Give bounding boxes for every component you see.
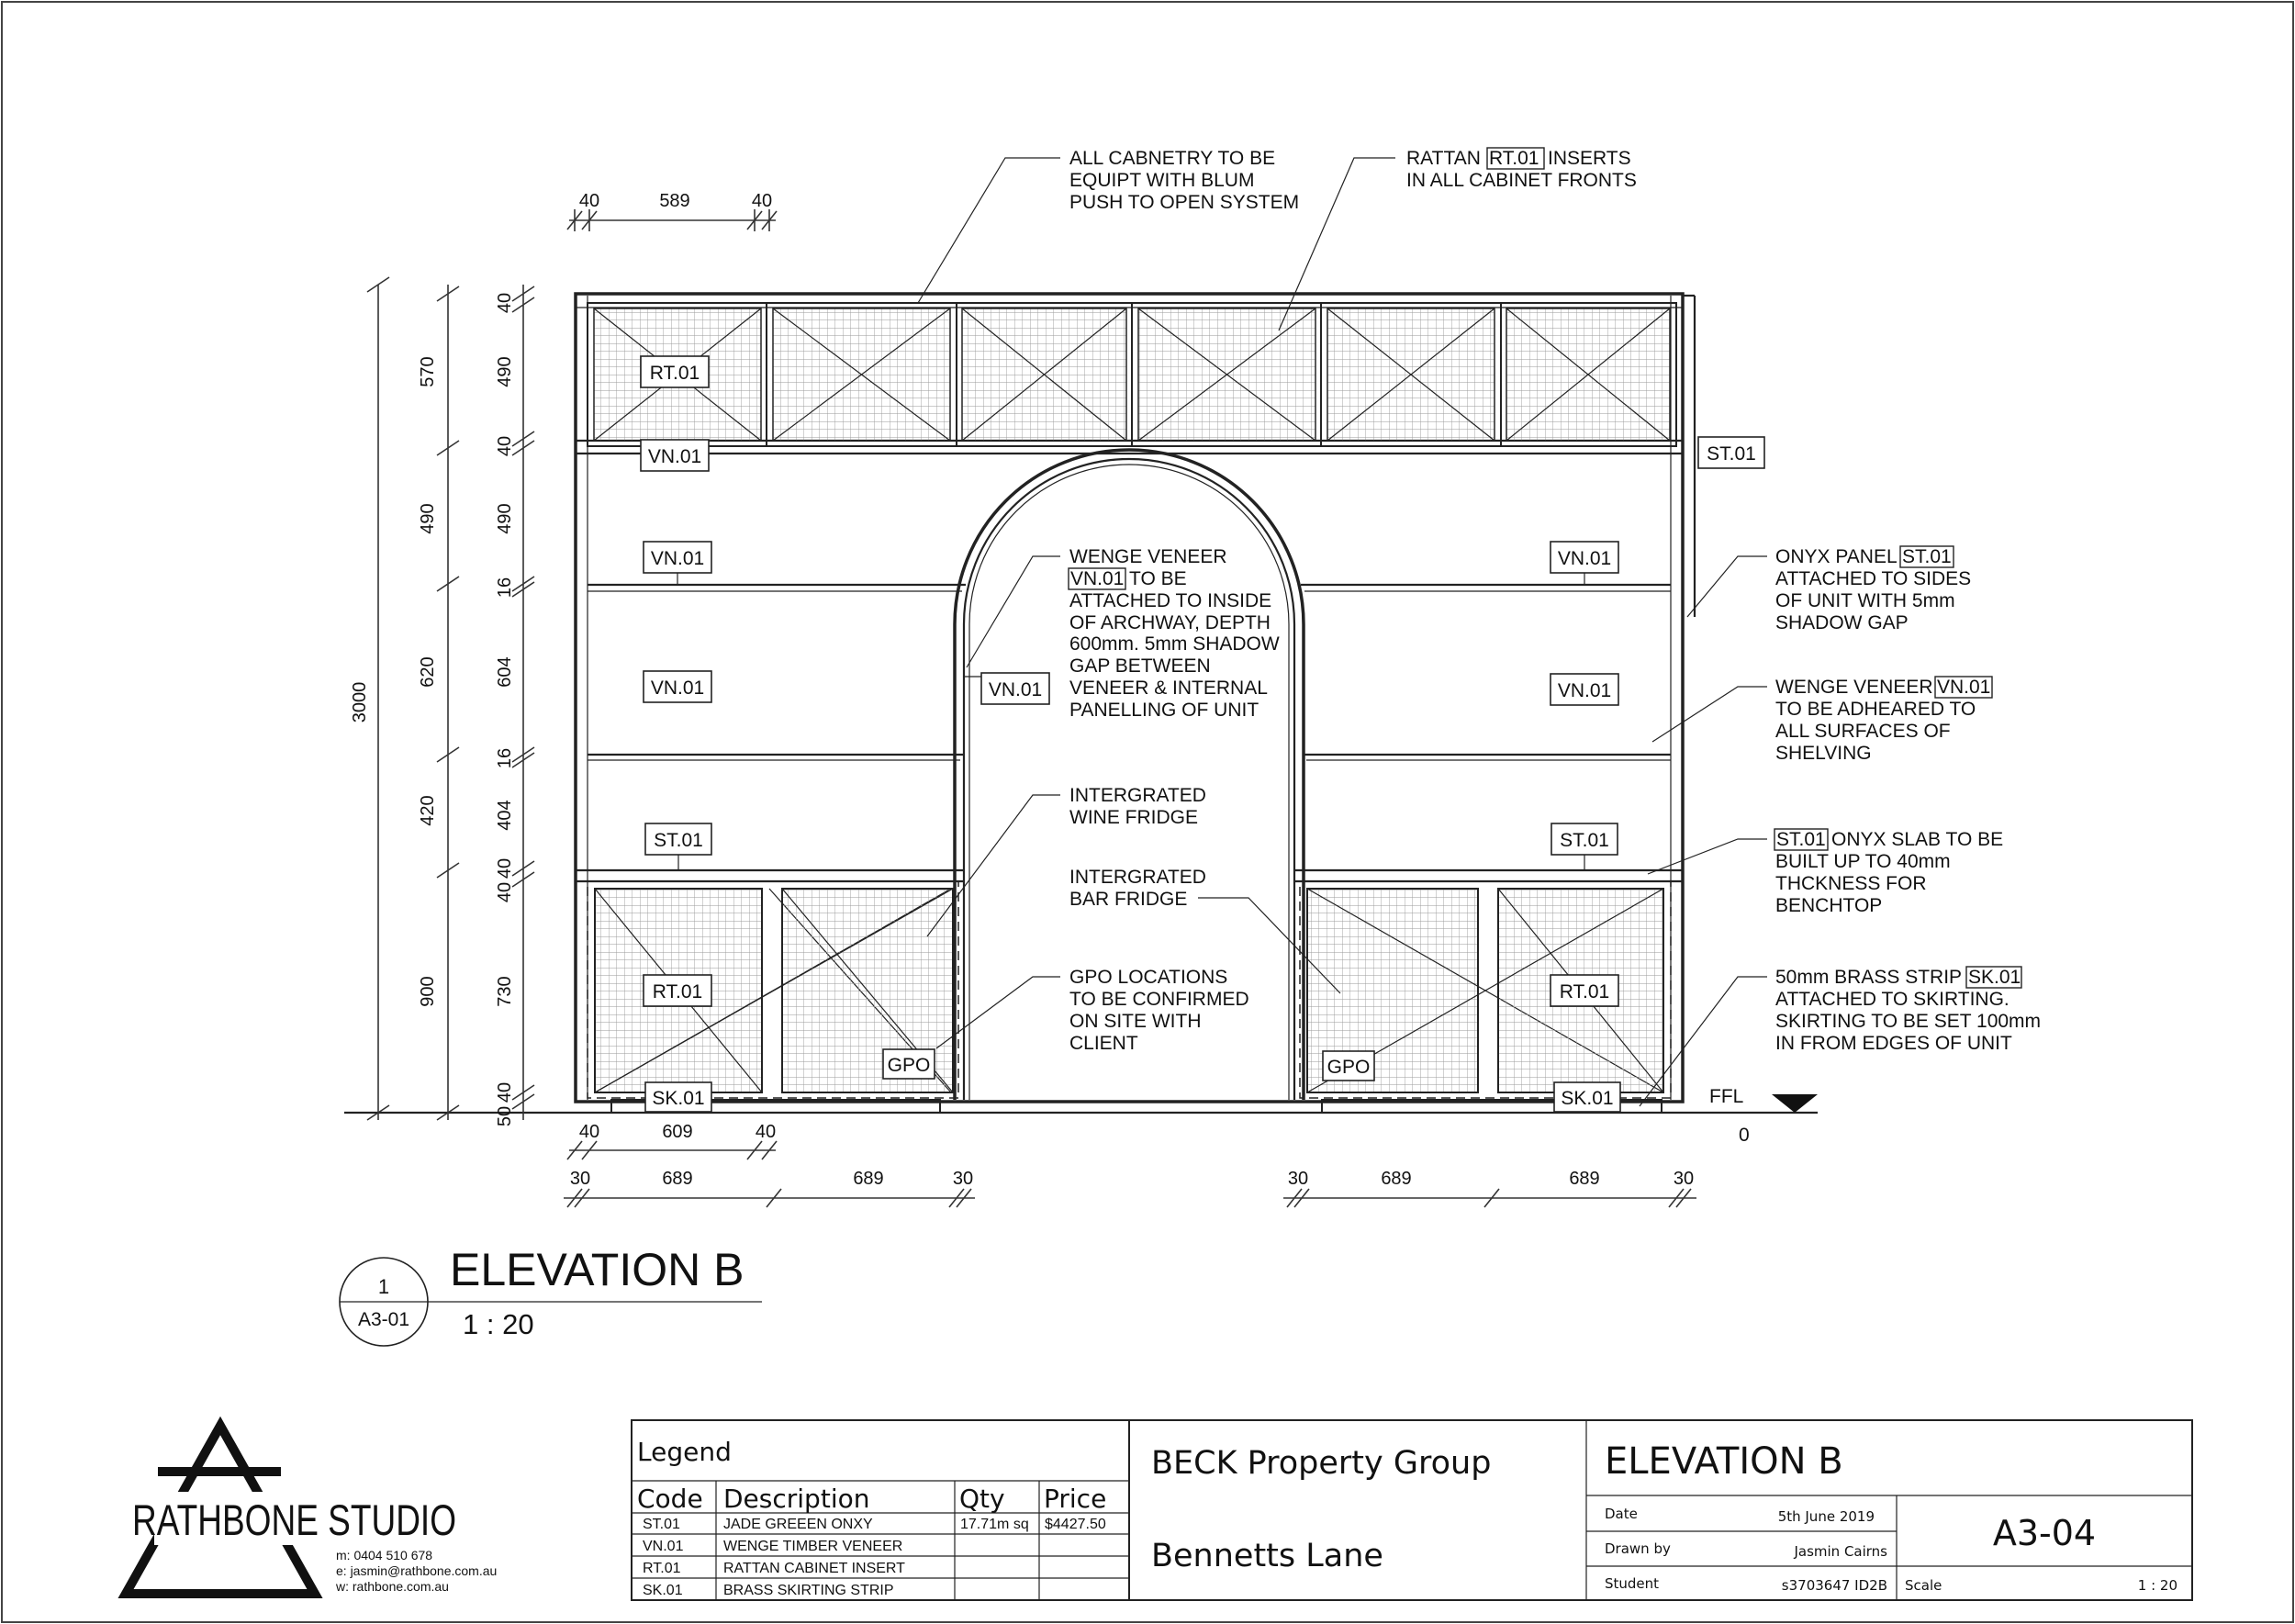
svg-text:1 : 20: 1 : 20: [2137, 1577, 2177, 1594]
svg-text:ST.01: ST.01: [1902, 546, 1952, 567]
svg-text:3000: 3000: [350, 681, 370, 723]
svg-text:404: 404: [495, 800, 515, 831]
svg-text:ATTACHED TO INSIDE: ATTACHED TO INSIDE: [1069, 590, 1272, 611]
svg-text:RT.01: RT.01: [643, 1561, 681, 1576]
svg-text:RT.01: RT.01: [652, 981, 703, 1002]
svg-text:50mm BRASS STRIP: 50mm BRASS STRIP: [1775, 967, 1963, 988]
ffl-level: 0: [1739, 1125, 1750, 1146]
svg-text:ALL CABNETRY TO BE: ALL CABNETRY TO BE: [1069, 148, 1276, 169]
svg-text:IN ALL CABINET FRONTS: IN ALL CABINET FRONTS: [1406, 170, 1637, 191]
svg-text:1: 1: [377, 1275, 390, 1298]
svg-text:WINE FRIDGE: WINE FRIDGE: [1069, 807, 1198, 828]
svg-text:VN.01: VN.01: [1070, 568, 1125, 589]
svg-text:SK.01: SK.01: [1561, 1088, 1614, 1109]
svg-text:Jasmin Cairns: Jasmin Cairns: [1794, 1543, 1887, 1560]
svg-text:Date: Date: [1605, 1506, 1638, 1522]
svg-text:ST.01: ST.01: [1707, 443, 1756, 465]
ffl-label: FFL: [1709, 1086, 1744, 1107]
svg-text:ST.01: ST.01: [1560, 830, 1609, 851]
svg-text:VN.01: VN.01: [1557, 548, 1612, 569]
svg-text:ALL SURFACES OF: ALL SURFACES OF: [1775, 721, 1951, 742]
svg-text:900: 900: [418, 976, 438, 1007]
svg-text:BAR FRIDGE: BAR FRIDGE: [1069, 889, 1188, 910]
svg-text:40: 40: [751, 191, 773, 211]
svg-text:WENGE VENEER: WENGE VENEER: [1069, 546, 1227, 567]
svg-text:50: 50: [495, 1105, 515, 1127]
svg-text:TO BE ADHEARED TO: TO BE ADHEARED TO: [1775, 699, 1976, 720]
svg-text:ON SITE WITH: ON SITE WITH: [1069, 1011, 1202, 1032]
svg-text:PUSH TO OPEN SYSTEM: PUSH TO OPEN SYSTEM: [1069, 192, 1300, 213]
svg-text:30: 30: [952, 1169, 974, 1189]
drawing-title-text: ELEVATION B: [450, 1244, 744, 1295]
svg-text:ST.01: ST.01: [643, 1517, 680, 1532]
svg-text:EQUIPT WITH BLUM: EQUIPT WITH BLUM: [1069, 170, 1255, 191]
svg-text:40: 40: [495, 435, 515, 457]
studio-logo: [126, 1426, 497, 1594]
svg-text:40: 40: [495, 292, 515, 314]
project-name: Bennetts Lane: [1151, 1538, 1383, 1574]
svg-text:689: 689: [1381, 1169, 1412, 1189]
svg-text:BENCHTOP: BENCHTOP: [1775, 895, 1883, 916]
drawing-title: [340, 1244, 762, 1346]
svg-text:w: rathbone.com.au: w: rathbone.com.au: [336, 1579, 449, 1594]
svg-text:689: 689: [853, 1169, 884, 1189]
title-block: [1129, 1420, 2192, 1600]
svg-text:SHADOW GAP: SHADOW GAP: [1775, 612, 1909, 633]
svg-text:VENEER & INTERNAL: VENEER & INTERNAL: [1069, 678, 1268, 699]
svg-text:s3703647 ID2B: s3703647 ID2B: [1781, 1577, 1887, 1594]
svg-text:TO BE: TO BE: [1129, 568, 1187, 589]
svg-text:490: 490: [495, 356, 515, 387]
svg-text:VN.01: VN.01: [643, 1539, 684, 1554]
svg-text:SK.01: SK.01: [1968, 967, 2021, 988]
svg-text:BRASS SKIRTING STRIP: BRASS SKIRTING STRIP: [723, 1583, 894, 1598]
svg-text:570: 570: [418, 356, 438, 387]
sheet-number: A3-04: [1992, 1513, 2097, 1553]
svg-text:40: 40: [495, 1081, 515, 1103]
svg-text:40: 40: [495, 857, 515, 879]
svg-text:ONYX SLAB TO BE: ONYX SLAB TO BE: [1831, 829, 2004, 850]
svg-text:40: 40: [755, 1122, 777, 1142]
svg-text:Description: Description: [723, 1484, 870, 1514]
svg-text:ST.01: ST.01: [1776, 829, 1826, 850]
legend-table: [632, 1420, 1129, 1600]
svg-text:VN.01: VN.01: [988, 679, 1043, 700]
client-name: BECK Property Group: [1151, 1445, 1492, 1482]
svg-text:490: 490: [495, 503, 515, 534]
svg-text:TO BE CONFIRMED: TO BE CONFIRMED: [1069, 989, 1249, 1010]
svg-text:VN.01: VN.01: [650, 548, 705, 569]
svg-text:RT.01: RT.01: [1559, 981, 1610, 1002]
svg-text:ATTACHED TO SKIRTING.: ATTACHED TO SKIRTING.: [1775, 989, 2010, 1010]
svg-text:SHELVING: SHELVING: [1775, 743, 1872, 764]
svg-text:OF ARCHWAY, DEPTH: OF ARCHWAY, DEPTH: [1069, 612, 1271, 633]
svg-text:589: 589: [659, 191, 690, 211]
svg-text:620: 620: [418, 656, 438, 688]
svg-text:GPO: GPO: [1327, 1057, 1371, 1078]
svg-text:BUILT UP TO 40mm: BUILT UP TO 40mm: [1775, 851, 1951, 872]
svg-text:VN.01: VN.01: [647, 446, 702, 467]
drawing-scale: 1 : 20: [463, 1308, 534, 1340]
svg-text:689: 689: [1569, 1169, 1600, 1189]
svg-text:VN.01: VN.01: [1937, 677, 1991, 698]
svg-text:CLIENT: CLIENT: [1069, 1033, 1138, 1054]
svg-text:WENGE VENEER: WENGE VENEER: [1775, 677, 1933, 698]
svg-text:GPO LOCATIONS: GPO LOCATIONS: [1069, 967, 1228, 988]
svg-text:30: 30: [1287, 1169, 1309, 1189]
svg-text:ONYX PANEL: ONYX PANEL: [1775, 546, 1898, 567]
svg-text:730: 730: [495, 976, 515, 1007]
svg-text:SK.01: SK.01: [643, 1583, 683, 1598]
svg-text:e: jasmin@rathbone.com.au: e: jasmin@rathbone.com.au: [336, 1563, 498, 1578]
svg-text:RATHBONE STUDIO: RATHBONE STUDIO: [132, 1495, 456, 1544]
svg-text:VN.01: VN.01: [1557, 680, 1612, 701]
svg-text:SK.01: SK.01: [652, 1088, 705, 1109]
svg-text:600mm. 5mm SHADOW: 600mm. 5mm SHADOW: [1069, 633, 1280, 655]
ffl-marker-icon: [1772, 1094, 1818, 1113]
svg-text:GAP BETWEEN: GAP BETWEEN: [1069, 655, 1211, 677]
svg-text:490: 490: [418, 503, 438, 534]
svg-text:ST.01: ST.01: [654, 830, 703, 851]
svg-text:40: 40: [495, 881, 515, 903]
svg-text:17.71m sq: 17.71m sq: [960, 1517, 1029, 1532]
upper-cabinet-doors: [588, 303, 1676, 446]
svg-text:30: 30: [569, 1169, 591, 1189]
svg-text:PANELLING OF UNIT: PANELLING OF UNIT: [1069, 700, 1259, 721]
svg-text:THCKNESS FOR: THCKNESS FOR: [1775, 873, 1927, 894]
svg-text:420: 420: [418, 795, 438, 826]
svg-text:m: 0404 510 678: m: 0404 510 678: [336, 1548, 433, 1562]
svg-text:INTERGRATED: INTERGRATED: [1069, 867, 1206, 888]
svg-text:Drawn by: Drawn by: [1605, 1540, 1671, 1557]
svg-text:Code: Code: [637, 1484, 703, 1514]
svg-text:INSERTS: INSERTS: [1548, 148, 1631, 169]
svg-text:GPO: GPO: [887, 1055, 931, 1076]
sheet-title: ELEVATION B: [1605, 1440, 1843, 1483]
svg-text:30: 30: [1673, 1169, 1695, 1189]
svg-text:WENGE TIMBER VENEER: WENGE TIMBER VENEER: [723, 1539, 903, 1554]
svg-text:689: 689: [662, 1169, 693, 1189]
svg-text:IN FROM EDGES OF UNIT: IN FROM EDGES OF UNIT: [1775, 1033, 2012, 1054]
svg-text:RATTAN CABINET INSERT: RATTAN CABINET INSERT: [723, 1561, 905, 1576]
svg-text:INTERGRATED: INTERGRATED: [1069, 785, 1206, 806]
svg-text:RATTAN: RATTAN: [1406, 148, 1481, 169]
svg-text:40: 40: [578, 1122, 600, 1142]
svg-text:16: 16: [495, 577, 515, 599]
svg-text:16: 16: [495, 747, 515, 769]
svg-text:ATTACHED TO SIDES: ATTACHED TO SIDES: [1775, 568, 1972, 589]
svg-text:$4427.50: $4427.50: [1045, 1517, 1106, 1532]
svg-text:40: 40: [578, 191, 600, 211]
svg-text:Scale: Scale: [1905, 1577, 1942, 1594]
svg-text:RT.01: RT.01: [649, 363, 700, 384]
svg-text:Price: Price: [1044, 1484, 1107, 1514]
svg-text:A3-01: A3-01: [357, 1309, 410, 1330]
svg-text:RT.01: RT.01: [1489, 148, 1539, 169]
svg-text:Qty: Qty: [959, 1484, 1005, 1514]
svg-text:SKIRTING TO BE SET 100mm: SKIRTING TO BE SET 100mm: [1775, 1011, 2042, 1032]
svg-text:Legend: Legend: [637, 1437, 732, 1467]
svg-text:Student: Student: [1605, 1575, 1660, 1592]
svg-text:JADE GREEEN ONXY: JADE GREEEN ONXY: [723, 1517, 873, 1532]
svg-text:OF UNIT WITH 5mm: OF UNIT WITH 5mm: [1775, 590, 1955, 611]
svg-text:VN.01: VN.01: [650, 678, 705, 699]
svg-text:604: 604: [495, 656, 515, 688]
svg-text:609: 609: [662, 1122, 693, 1142]
annotations: [918, 148, 2041, 1106]
svg-text:5th June 2019: 5th June 2019: [1777, 1508, 1875, 1525]
